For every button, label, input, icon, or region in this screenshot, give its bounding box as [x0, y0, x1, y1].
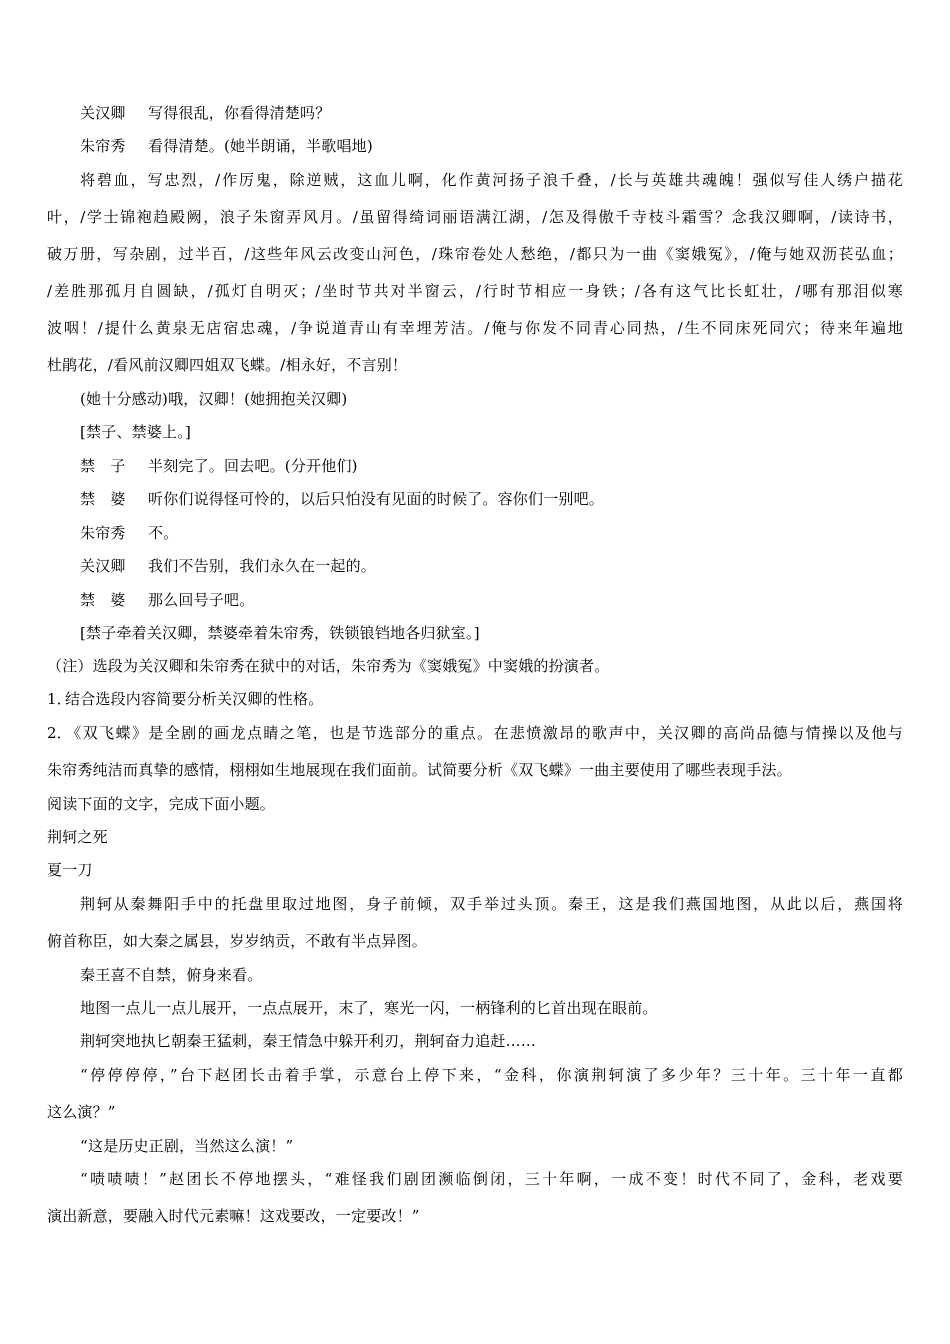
- question-2-cont: 朱帘秀纯洁而真挚的感情，栩栩如生地展现在我们面前。试简要分析《双飞蝶》一曲主要使用了哪些表现手法。: [47, 761, 792, 779]
- song-line: 将碧血，写忠烈，/作厉鬼，除逆贼，这血儿啊，化作黄河扬子浪千叠，/长与英雄共魂魄！强似写佳人绣户描花: [80, 171, 903, 189]
- dialogue-line: [80, 523, 178, 543]
- story-paragraph: 秦王喜不自禁，俯身来看。: [80, 966, 263, 984]
- story-paragraph: “停停停停，”台下赵团长击着手掌，示意台上停下来，“金科，你演荆轲演了多少年？三十年。三十年一直都: [80, 1066, 903, 1084]
- footnote: （注）选段为关汉卿和朱帘秀在狱中的对话，朱帘秀为《窦娥冤》中窦娥的扮演者。: [47, 657, 610, 675]
- story-paragraph: 地图一点儿一点儿展开，一点点展开，末了，寒光一闪，一柄锋利的匕首出现在眼前。: [80, 999, 658, 1017]
- dialogue-text: 看得清楚。(她半朗诵，半歌唱地): [148, 137, 373, 155]
- dialogue-text: 不。: [148, 524, 179, 542]
- story-author: 夏一刀: [47, 861, 93, 879]
- dialogue-text: 那么回号子吧。: [148, 591, 255, 609]
- song-line: 波咽！/提什么黄泉无店宿忠魂，/争说道青山有幸埋芳洁。/俺与你发不同青心同热，/生不同床死同穴；待来年遍地: [47, 319, 903, 337]
- dialogue-text: 我们不告别，我们永久在一起的。: [148, 557, 377, 575]
- dialogue-text: 听你们说得怪可怜的，以后只怕没有见面的时候了。容你们一别吧。: [148, 490, 605, 508]
- speaker-name: 朱帘秀: [80, 137, 126, 155]
- dialogue-line: [80, 489, 604, 509]
- dialogue-text: 写得很乱，你看得清楚吗？: [148, 104, 331, 122]
- song-line: /差胜那孤月自圆缺，/孤灯自明灭；/坐时节共对半窗云，/行时节相应一身铁；/各有这气比长虹壮，/哪有那泪似寒: [47, 282, 903, 300]
- dialogue-line: [80, 136, 373, 156]
- question-number: 2．: [47, 724, 72, 742]
- dialogue-line: [80, 456, 358, 476]
- song-line: 叶，/学士锦袍趋殿阙，浪子朱窗弄风月。/虽留得绮词丽语满江湖，/怎及得傲千寺枝斗霜雪？念我汉卿啊，/读诗书，: [47, 208, 903, 226]
- speaker-name: 朱帘秀: [80, 524, 126, 542]
- story-paragraph: 演出新意，要融入时代元素嘛！这戏要改，一定要改！”: [47, 1207, 420, 1225]
- story-paragraph: 荆轲突地执匕朝秦王猛刺，秦王情急中躲开利刃，荆轲奋力追赶……: [80, 1032, 537, 1050]
- stage-direction: (她十分感动)哦，汉卿！(她拥抱关汉卿): [80, 390, 348, 408]
- question-number: 1．: [47, 690, 72, 708]
- song-line: 杜鹃花，/看风前汉卿四姐双飞蝶。/相永好，不言别！: [47, 356, 408, 374]
- speaker-name: 禁 子: [80, 457, 126, 475]
- story-paragraph: “这是历史正剧，当然这么演！”: [80, 1137, 294, 1155]
- song-line: 破万册，写杂剧，过半百，/这些年风云改变山河色，/珠帘卷处人愁绝，/都只为一曲《窦娥冤》，/俺与她双沥苌弘血；: [47, 245, 903, 263]
- speaker-name: 禁 婆: [80, 490, 126, 508]
- stage-direction: [禁子、禁婆上。]: [80, 423, 192, 441]
- dialogue-line: [80, 590, 254, 610]
- question-text: 《双飞蝶》是全剧的画龙点睛之笔，也是节选部分的重点。在悲愤激昂的歌声中，关汉卿的高尚品德与情操以及他与: [65, 724, 903, 742]
- dialogue-line: [80, 103, 330, 123]
- speaker-name: 关汉卿: [80, 557, 126, 575]
- story-paragraph: 荆轲从秦舞阳手中的托盘里取过地图，身子前倾，双手举过头顶。秦王，这是我们燕国地图，从此以后，燕国将: [80, 895, 903, 913]
- story-paragraph: “啧啧啧！”赵团长不停地摆头，“难怪我们剧团濒临倒闭，三十年啊，一成不变！时代不同了，金科，老戏要: [80, 1170, 903, 1188]
- reading-instruction: 阅读下面的文字，完成下面小题。: [47, 795, 276, 813]
- stage-direction: [禁子牵着关汉卿，禁婆牵着朱帘秀，铁锁锒铛地各归狱室。]: [80, 624, 480, 642]
- speaker-name: 关汉卿: [80, 104, 126, 122]
- dialogue-line: [80, 556, 376, 576]
- story-paragraph: 这么演？”: [47, 1103, 116, 1121]
- question-text: 结合选段内容简要分析关汉卿的性格。: [65, 690, 324, 708]
- story-title: 荆轲之死: [47, 828, 108, 846]
- question-1: [47, 689, 323, 709]
- speaker-name: 禁 婆: [80, 591, 126, 609]
- question-2: [47, 723, 903, 743]
- dialogue-text: 半刻完了。回去吧。(分开他们): [148, 457, 358, 475]
- story-paragraph: 俯首称臣，如大秦之属县，岁岁纳贡，不敢有半点异图。: [47, 932, 428, 950]
